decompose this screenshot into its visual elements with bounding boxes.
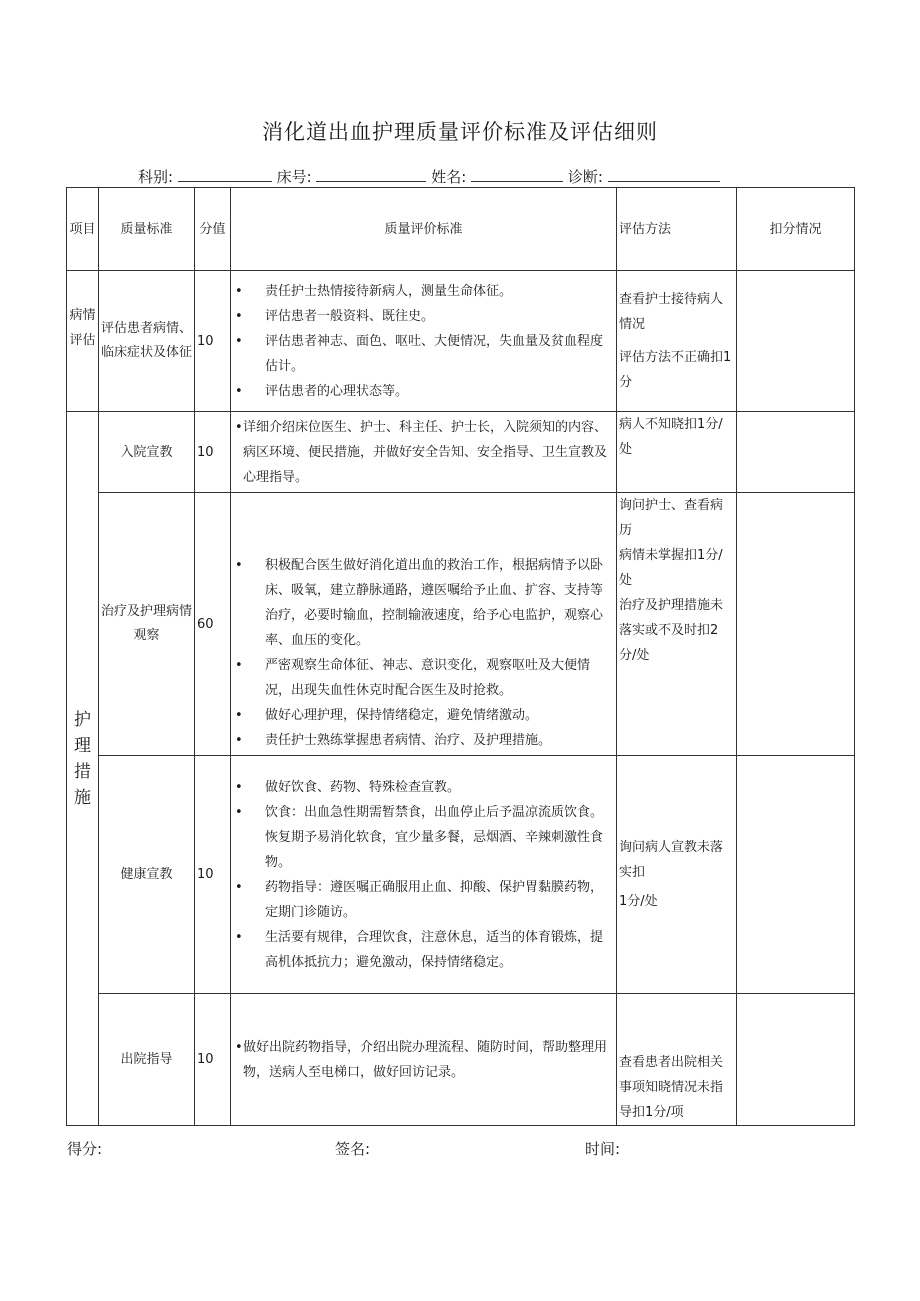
score-education: 10 (195, 756, 231, 994)
diagnosis-label: 诊断: (567, 168, 603, 186)
header-project: 项目 (67, 188, 99, 271)
deduction-admission[interactable] (737, 412, 855, 493)
criteria-item: • 责任护士热情接待新病人，测量生命体征。 (235, 283, 513, 299)
score-treatment: 60 (195, 493, 231, 756)
deduction-assessment[interactable] (737, 271, 855, 412)
method-treatment: 询问护士、查看病历 病情未掌握扣1分/处 治疗及护理措施未落实或不及时扣2分/处 (617, 493, 737, 756)
criteria-item: • 评估患者神志、面色、呕吐、大便情况，失血量及贫血程度估计。 (235, 333, 604, 374)
header-score: 分值 (195, 188, 231, 271)
criteria-item: • 积极配合医生做好消化道出血的救治工作，根据病情予以卧床、吸氧，建立静脉通路，遵医嘱给予止血、扩容、支持等治疗，必要时输血，控制输液速度，给予心电监护，观察心率、血压的变化。 (235, 558, 604, 648)
method-discharge: 查看患者出院相关事项知晓情况未指导扣1分/项 (617, 994, 737, 1126)
care-row-discharge (67, 994, 855, 1126)
criteria-item: • 评估患者的心理状态等。 (235, 383, 409, 399)
criteria-discharge (231, 994, 617, 1126)
method-assessment: 查看护士接待病人情况 评估方法不正确扣1分 (617, 271, 737, 412)
care-row-education (67, 756, 855, 994)
diagnosis-field[interactable] (608, 167, 720, 182)
score-admission: 10 (195, 412, 231, 493)
assessment-row (67, 271, 855, 412)
department-label: 科别: (138, 168, 174, 186)
footer-sign-label: 签名: (335, 1140, 371, 1158)
criteria-assessment (231, 271, 617, 412)
criteria-item: • 详细介绍床位医生、护士、科主任、护士长，入院须知的内容、病区环境、便民措施，并做好安全告知、安全指导、卫生宣教及心理指导。 (235, 419, 608, 485)
criteria-item: • 药物指导：遵医嘱正确服用止血、抑酸、保护胃黏膜药物，定期门诊随访。 (235, 879, 604, 920)
deduction-treatment[interactable] (737, 493, 855, 756)
criteria-item: • 生活要有规律，合理饮食，注意休息，适当的体育锻炼，提高机体抵抗力；避免激动，保持情绪稳定。 (235, 929, 604, 970)
header-method: 评估方法 (617, 188, 737, 271)
method-admission: 病人不知晓扣1分/处 (617, 412, 737, 493)
standard-treatment: 治疗及护理病情观察 (99, 493, 195, 756)
header-criteria: 质量评价标准 (231, 188, 617, 271)
department-field[interactable] (178, 167, 272, 182)
care-row-admission (67, 412, 855, 493)
score-discharge: 10 (195, 994, 231, 1126)
criteria-item: • 严密观察生命体征、神志、意识变化，观察呕吐及大便情况，出现失血性休克时配合医生及时抢救。 (235, 658, 591, 698)
footer-score-label: 得分: (67, 1140, 103, 1158)
header-standard: 质量标准 (99, 188, 195, 271)
criteria-item: • 饮食：出血急性期需暂禁食，出血停止后予温凉流质饮食。恢复期予易消化软食，宜少量多餐，忌烟酒、辛辣刺激性食物。 (235, 804, 604, 870)
care-row-treatment (67, 493, 855, 756)
standard-discharge: 出院指导 (99, 994, 195, 1126)
criteria-treatment (231, 493, 617, 756)
header-row (67, 188, 855, 271)
deduction-education[interactable] (737, 756, 855, 994)
deduction-discharge[interactable] (737, 994, 855, 1126)
criteria-education (231, 756, 617, 994)
header-deduction: 扣分情况 (737, 188, 855, 271)
bed-label: 床号: (276, 168, 312, 186)
criteria-item: • 评估患者一般资料、既往史。 (235, 308, 435, 324)
name-label: 姓名: (431, 168, 467, 186)
criteria-item: • 做好饮食、药物、特殊检查宣教。 (235, 779, 461, 795)
patient-info-line (138, 166, 720, 187)
name-field[interactable] (471, 167, 563, 182)
criteria-item: • 做好心理护理，保持情绪稳定，避免情绪激动。 (235, 708, 539, 723)
standard-assessment: 评估患者病情、临床症状及体征 (99, 271, 195, 412)
criteria-item: • 做好出院药物指导，介绍出院办理流程、随防时间，帮助整理用物，送病人至电梯口，做好回访记录。 (235, 1039, 608, 1080)
project-assessment: 病情评估 (67, 271, 99, 412)
score-assessment: 10 (195, 271, 231, 412)
project-care: 护理措施 (67, 412, 99, 1126)
method-education: 询问病人宣教未落实扣 1分/处 (617, 756, 737, 994)
footer-time-label: 时间: (585, 1140, 621, 1158)
standard-admission: 入院宣教 (99, 412, 195, 493)
standard-education: 健康宣教 (99, 756, 195, 994)
page-title: 消化道出血护理质量评价标准及评估细则 (262, 120, 658, 144)
evaluation-table (66, 187, 855, 1126)
criteria-item: • 责任护士熟练掌握患者病情、治疗、及护理措施。 (235, 733, 552, 748)
criteria-admission (231, 412, 617, 493)
bed-field[interactable] (316, 167, 426, 182)
